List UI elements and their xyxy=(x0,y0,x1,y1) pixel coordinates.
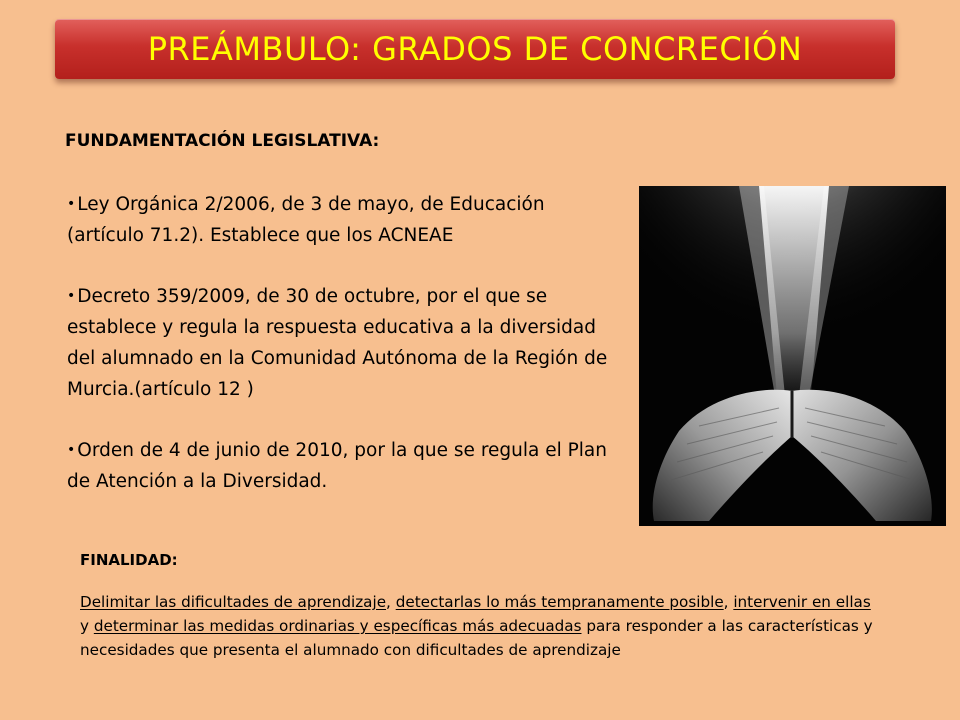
finalidad-separator: , xyxy=(723,593,734,611)
finalidad-paragraph xyxy=(80,590,880,662)
finalidad-separator: , xyxy=(386,593,396,611)
finalidad-heading: FINALIDAD: xyxy=(80,551,178,569)
law-item-text: Orden de 4 de junio de 2010, por la que se regula el Plan de Atención a la Diversidad. xyxy=(67,440,607,492)
finalidad-underlined-phrase: Delimitar las dificultades de aprendizaje xyxy=(80,593,387,611)
finalidad-separator: y xyxy=(80,617,94,635)
finalidad-underlined-phrase: detectarlas lo más tempranamente posible xyxy=(395,593,724,611)
book-illustration xyxy=(639,186,946,526)
open-book-light-image xyxy=(639,186,946,526)
bullet-icon: • xyxy=(67,288,76,304)
bullet-icon: • xyxy=(67,196,76,212)
finalidad-underlined-phrase: determinar las medidas ordinarias y específicas más adecuadas xyxy=(93,617,582,635)
title-banner xyxy=(55,19,895,79)
law-item-ley-organica xyxy=(67,189,627,251)
law-item-orden xyxy=(67,435,627,497)
slide-title: PREÁMBULO: GRADOS DE CONCRECIÓN xyxy=(147,30,803,68)
finalidad-underlined-phrase: intervenir en ellas xyxy=(733,593,871,611)
finalidad-rest-text: para responder a las características y necesidades que presenta el alumnado con dificultades de aprendizaje xyxy=(80,617,873,659)
bullet-icon: • xyxy=(67,442,76,458)
law-item-decreto xyxy=(67,281,627,405)
law-list xyxy=(67,189,627,497)
law-item-text: Decreto 359/2009, de 30 de octubre, por el que se establece y regula la respuesta educativa a la diversidad del alumnado en la Comunidad Autónoma de la Región de Murcia.(artículo 12 ) xyxy=(67,286,608,400)
law-item-text: Ley Orgánica 2/2006, de 3 de mayo, de Educación (artículo 71.2). Establece que los ACNEAE xyxy=(67,194,545,246)
fundamentacion-heading: FUNDAMENTACIÓN LEGISLATIVA: xyxy=(65,131,380,151)
